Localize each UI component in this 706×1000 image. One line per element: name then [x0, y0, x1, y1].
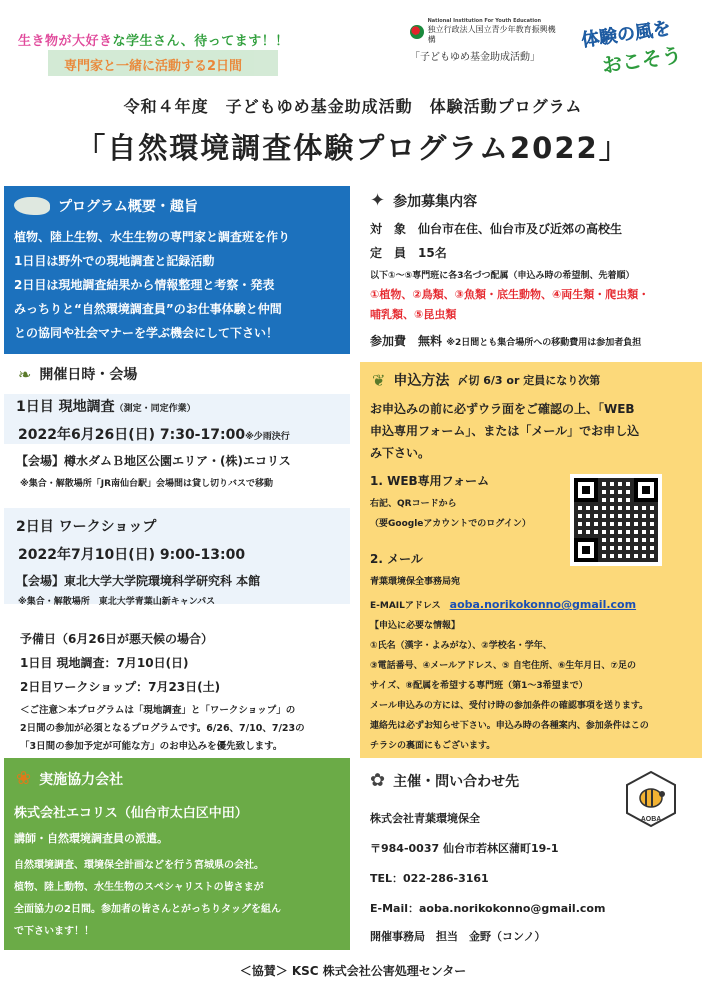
leaf-icon: ❧: [18, 364, 32, 384]
reserve-day1: 1日目 現地調査：7月10日(日): [20, 656, 189, 670]
web-form-note: （要Googleアカウントでのログイン）: [370, 519, 531, 529]
subtitle: 令和４年度 子どもゆめ基金助成活動 体験活動プログラム: [123, 97, 583, 116]
caution-line: 2日間の参加が必須となるプログラムです。6/26、7/10、7/23の: [20, 723, 305, 734]
bird-icon: [14, 197, 50, 215]
info-line: サイズ、⑧配属を希望する専門班（第1～3希望まで）: [370, 681, 588, 691]
schedule-heading: ❧ 開催日時・会場: [18, 364, 138, 384]
contact-office: 開催事務局 担当 金野（コンノ）: [370, 930, 546, 943]
info-title: 【申込に必要な情報】: [370, 621, 461, 631]
contact-tel[interactable]: TEL：022-286-3161: [370, 872, 489, 885]
caution-line: 「3日間の参加予定が可能な方」のお申込みを優先致します。: [20, 741, 283, 752]
recruit-fee: 参加費 無料 ※2日間とも集合場所への移動費用は参加者負担: [370, 334, 642, 348]
contact-org: 株式会社青葉環境保全: [370, 812, 480, 825]
recruit-note: 以下①～⑤専門班に各3名づつ配属（申込み時の希望制、先着順）: [370, 271, 635, 281]
flower-icon: ✿: [370, 770, 386, 791]
overview-line: 2日目は現地調査結果から情報整理と考察・発表: [14, 278, 275, 292]
recruitment-panel: [350, 186, 702, 354]
day2-note: ※集合・解散場所 東北大学青葉山新キャンパス: [18, 597, 216, 607]
recruit-capacity: 定 員 15名: [370, 246, 447, 260]
contact-panel: [350, 758, 702, 950]
bee-logo-icon: [622, 770, 680, 828]
tagline-2: 専門家と一緒に活動する2日間: [48, 50, 278, 76]
day1-title: 1日目 現地調査（測定・同定作業）: [16, 399, 196, 415]
partner-desc: 植物、陸上動物、水生生物のスペシャリストの皆さまが: [14, 882, 264, 893]
apply-intro: 申込専用フォーム」、または「メール」でお申し込: [370, 424, 640, 438]
tagline-1: 生き物が大好きな学生さん、待ってます！！: [18, 34, 289, 49]
recruit-target: 対 象 仙台市在住、仙台市及び近郊の高校生: [370, 222, 623, 236]
sponsor-footer: ＜協賛＞ KSC 株式会社公害処理センター: [239, 964, 467, 978]
schedule-panel: [4, 354, 350, 758]
overview-line: 1日目は野外での現地調査と記録活動: [14, 254, 215, 268]
overview-heading: プログラム概要・趣旨: [14, 196, 198, 216]
overview-panel: [4, 186, 350, 354]
squirrel-icon: ❀: [16, 768, 32, 789]
info-line: チラシの裏面にもございます。: [370, 741, 496, 751]
recruit-groups: 哺乳類、⑤昆虫類: [370, 308, 457, 321]
day1-date: 2022年6月26日(日) 7:30-17:00※少雨決行: [18, 427, 290, 443]
info-line: メール申込みの方には、受付け時の参加条件の確認事項を送ります。: [370, 701, 649, 711]
mail-address-link[interactable]: aoba.norikokonno@gmail.com: [449, 598, 637, 611]
partner-company: 株式会社エコリス（仙台市太白区中田）: [14, 806, 248, 821]
leaf-icon: ❦: [372, 370, 386, 390]
slogan-logo: 体験の風を おこそう: [580, 17, 684, 78]
recruit-groups: ①植物、②鳥類、③魚類・底生動物、④両生類・爬虫類・: [370, 288, 650, 301]
reserve-day2: 2日目ワークショップ：7月23日(土): [20, 680, 221, 694]
overview-line: 植物、陸上生物、水生生物の専門家と調査班を作り: [14, 230, 291, 244]
reserve-title: 予備日（6月26日が悪天候の場合）: [20, 632, 214, 646]
day2-title: 2日目 ワークショップ: [16, 519, 157, 535]
contact-heading: ✿ 主催・問い合わせ先: [370, 770, 520, 791]
qr-code[interactable]: [570, 474, 662, 566]
application-panel: [360, 362, 702, 758]
mail-to: 青葉環境保全事務局宛: [370, 577, 461, 587]
day1-note: ※集合・解散場所「JR南仙台駅」会場間は貸し切りバスで移動: [20, 479, 274, 489]
info-line: ①氏名（漢字・よみがな）、②学校名・学年、: [370, 641, 552, 651]
org-name-en: National Institution For Youth Education: [427, 18, 542, 24]
partner-heading: ❀ 実施協力会社: [16, 768, 124, 789]
organization-logo-icon: [410, 25, 424, 39]
apply-heading: ❦ 申込方法 〆切 6/3 or 定員になり次第: [372, 370, 601, 390]
web-form-title: 1. WEB専用フォーム: [370, 474, 490, 488]
logo-text: AOBA: [640, 816, 662, 823]
partner-desc: で下さいます！！: [14, 926, 94, 937]
caution-line: ＜ご注意＞本プログラムは「現地調査」と「ワークショップ」の: [20, 705, 296, 716]
info-line: 連絡先は必ずお知らせ下さい。申込み時の各種案内、参加条件はこの: [370, 721, 649, 731]
mail-title: 2. メール: [370, 552, 423, 566]
butterfly-icon: ✦: [370, 190, 386, 211]
overview-line: との協同や社会マナーを学ぶ機会にして下さい！: [14, 326, 279, 340]
contact-email[interactable]: E-Mail：aoba.norikokonno@gmail.com: [370, 902, 606, 915]
info-line: ③電話番号、④メールアドレス、⑤ 自宅住所、⑥生年月日、⑦足の: [370, 661, 637, 671]
partner-panel: [4, 758, 350, 950]
apply-intro: お申込みの前に必ずウラ面をご確認の上、「WEB: [370, 402, 635, 416]
web-form-note: 右記、QRコードから: [370, 499, 457, 509]
organization-block: [410, 18, 560, 63]
overview-line: みっちりと“自然環境調査員”のお仕事体験と仲間: [14, 302, 282, 316]
contact-address: 〒984-0037 仙台市若林区蒲町19-1: [370, 842, 559, 855]
recruit-heading: ✦ 参加募集内容: [370, 190, 478, 211]
day2-date: 2022年7月10日(日) 9:00-13:00: [18, 547, 246, 563]
day2-venue: 【会場】東北大学大学院環境科学研究科 本館: [16, 574, 261, 588]
partner-role: 講師・自然環境調査員の派遣。: [14, 832, 168, 845]
apply-intro: み下さい。: [370, 446, 431, 460]
mail-address-line: E-MAILアドレス aoba.norikokonno@gmail.com: [370, 598, 637, 611]
org-name-jp: 独立行政法人国立青少年教育振興機構: [427, 25, 556, 44]
fund-label: 「子どもゆめ基金助成活動」: [410, 52, 540, 63]
partner-desc: 自然環境調査、環境保全計画などを行う宮城県の会社。: [14, 860, 264, 871]
day1-venue: 【会場】樽水ダムＢ地区公園エリア・(株)エコリス: [16, 454, 291, 468]
page-title: 「自然環境調査体験プログラム2022」: [76, 131, 630, 165]
partner-desc: 全面協力の2日間。参加者の皆さんとがっちりタッグを組ん: [14, 904, 281, 915]
